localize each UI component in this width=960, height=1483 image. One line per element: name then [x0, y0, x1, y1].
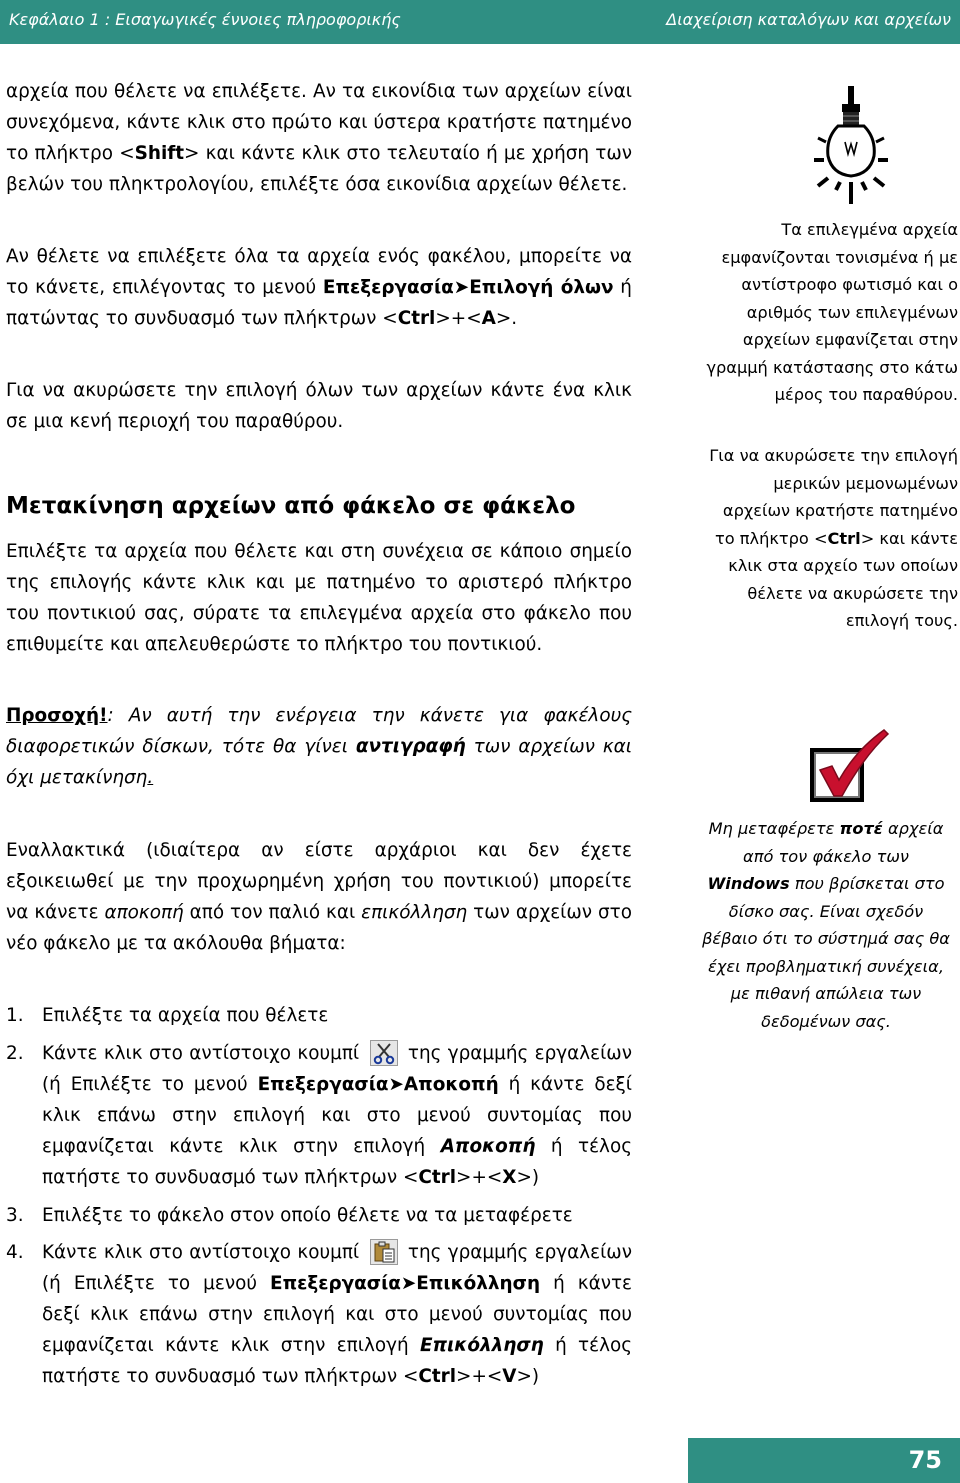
key-shift: Shift — [134, 143, 185, 164]
sidebar-warning-windows: Μη μεταφέρετε ποτέ αρχεία από τον φάκελο των Windows που βρίσκεται στο δίσκο σας. Είναι σχεδόν βέβαιο ότι το σύστημά σας θα έχει προβληματική συνέχεια, με πιθανή απώλεια των δεδομένων σας. — [702, 819, 950, 1031]
chapter-title: Κεφάλαιο 1 : Εισαγωγικές έννοιες πληροφορικής — [9, 10, 401, 29]
list-item: 2. Κάντε κλικ στο αντίστοιχο κουμπί της γραμμής εργαλείων (ή Επιλέξτε το μενού Επεξεργασία➤Αποκοπή ή κάντε δεξί κλικ επάνω στην επιλογή και στο μενού συντομίας που εμφανίζεται κάντε κλικ στην επιλογή Αποκοπή ή τέλος πατήστε το συνδυασμό των πλήκτρων <Ctrl>+<X>) — [6, 1038, 632, 1193]
light-bulb-icon — [812, 86, 890, 206]
page-number: 75 — [908, 1446, 942, 1474]
menu-path: Επεξεργασία➤Επιλογή όλων — [322, 277, 614, 298]
paste-icon[interactable] — [370, 1239, 398, 1265]
list-item: 1. Επιλέξτε τα αρχεία που θέλετε — [6, 1005, 329, 1026]
list-item: 3. Επιλέξτε το φάκελο στον οποίο θέλετε να τα μεταφέρετε — [6, 1205, 573, 1226]
warning-label: Προσοχή! — [6, 705, 108, 726]
paragraph-drag-move: Επιλέξτε τα αρχεία που θέλετε και στη συνέχεια σε κάποιο σημείο της επιλογής κάντε κλικ και με πατημένο το αριστερό πλήκτρο του ποντικιού σας, σύρατε τα επιλεγμένα αρχεία στο φάκελο που επιθυμείτε και απελευθερώστε το πλήκτρο του ποντικιού. — [6, 541, 632, 655]
paragraph-deselect-all: Για να ακυρώσετε την επιλογή όλων των αρχείων κάντε ένα κλικ σε μια κενή περιοχή του παραθύρου. — [6, 380, 632, 432]
paragraph-selection: αρχεία που θέλετε να επιλέξετε. Αν τα εικονίδια των αρχείων είναι συνεχόμενα, κάντε κλικ στο πρώτο και ύστερα κρατήστε πατημένο το πλήκτρο <Shift> και κάντε κλικ στο τελευταίο ή με χρήση των βελών του πληκτρολογίου, επιλέξτε όσα εικονίδια αρχείων θέλετε. — [6, 81, 633, 195]
section-title: Διαχείριση καταλόγων και αρχείων — [666, 10, 951, 29]
section-heading: Μετακίνηση αρχείων από φάκελο σε φάκελο — [6, 493, 576, 519]
page-footer — [688, 1438, 960, 1483]
paragraph-alternative: Εναλλακτικά (ιδιαίτερα αν είστε αρχάριοι και δεν έχετε εξοικειωθεί με την προχωρημένη χρήση του ποντικιού) μπορείτε να κάνετε αποκοπή από τον παλιό και επικόλληση των αρχείων στο νέο φάκελο με τα ακόλουθα βήματα: — [6, 840, 632, 954]
scissors-icon[interactable] — [370, 1040, 398, 1066]
sidebar-note-deselect: Για να ακυρώσετε την επιλογή μερικών μεμονωμένων αρχείων κρατήστε πατημένο το πλήκτρο <Ctrl> και κάντε κλικ στα αρχείο των οποίων θέλετε να ακυρώσετε την επιλογή τους. — [709, 446, 958, 630]
checkmark-icon — [806, 726, 890, 804]
sidebar-note-selected: Τα επιλεγμένα αρχεία εμφανίζονται τονισμένα ή με αντίστροφο φωτισμό και ο αριθμός των επιλεγμένων αρχείων εμφανίζεται στην γραμμή κατάστασης στο κάτω μέρος του παραθύρου. — [706, 220, 958, 404]
paragraph-select-all: Αν θέλετε να επιλέξετε όλα τα αρχεία ενός φακέλου, μπορείτε να το κάνετε, επιλέγοντας το μενού Επεξεργασία➤Επιλογή όλων ή πατώντας το συνδυασμό των πλήκτρων <Ctrl>+<A>. — [6, 246, 632, 329]
page-header — [0, 0, 960, 44]
list-item: 4. Κάντε κλικ στο αντίστοιχο κουμπί της γραμμής εργαλείων (ή Επιλέξτε το μενού Επεξεργασία➤Επικόλληση ή κάντε δεξί κλικ επάνω στην επιλογή και στο μενού συντομίας που εμφανίζεται κάντε κλικ στην επιλογή Επικόλληση ή τέλος πατήστε το συνδυασμό των πλήκτρων <Ctrl>+<V>) — [6, 1237, 632, 1392]
warning-note: Προσοχή!: Αν αυτή την ενέργεια την κάνετε για φακέλους διαφορετικών δίσκων, τότε θα γίνει αντιγραφή των αρχείων και όχι μετακίνηση. — [6, 705, 633, 788]
